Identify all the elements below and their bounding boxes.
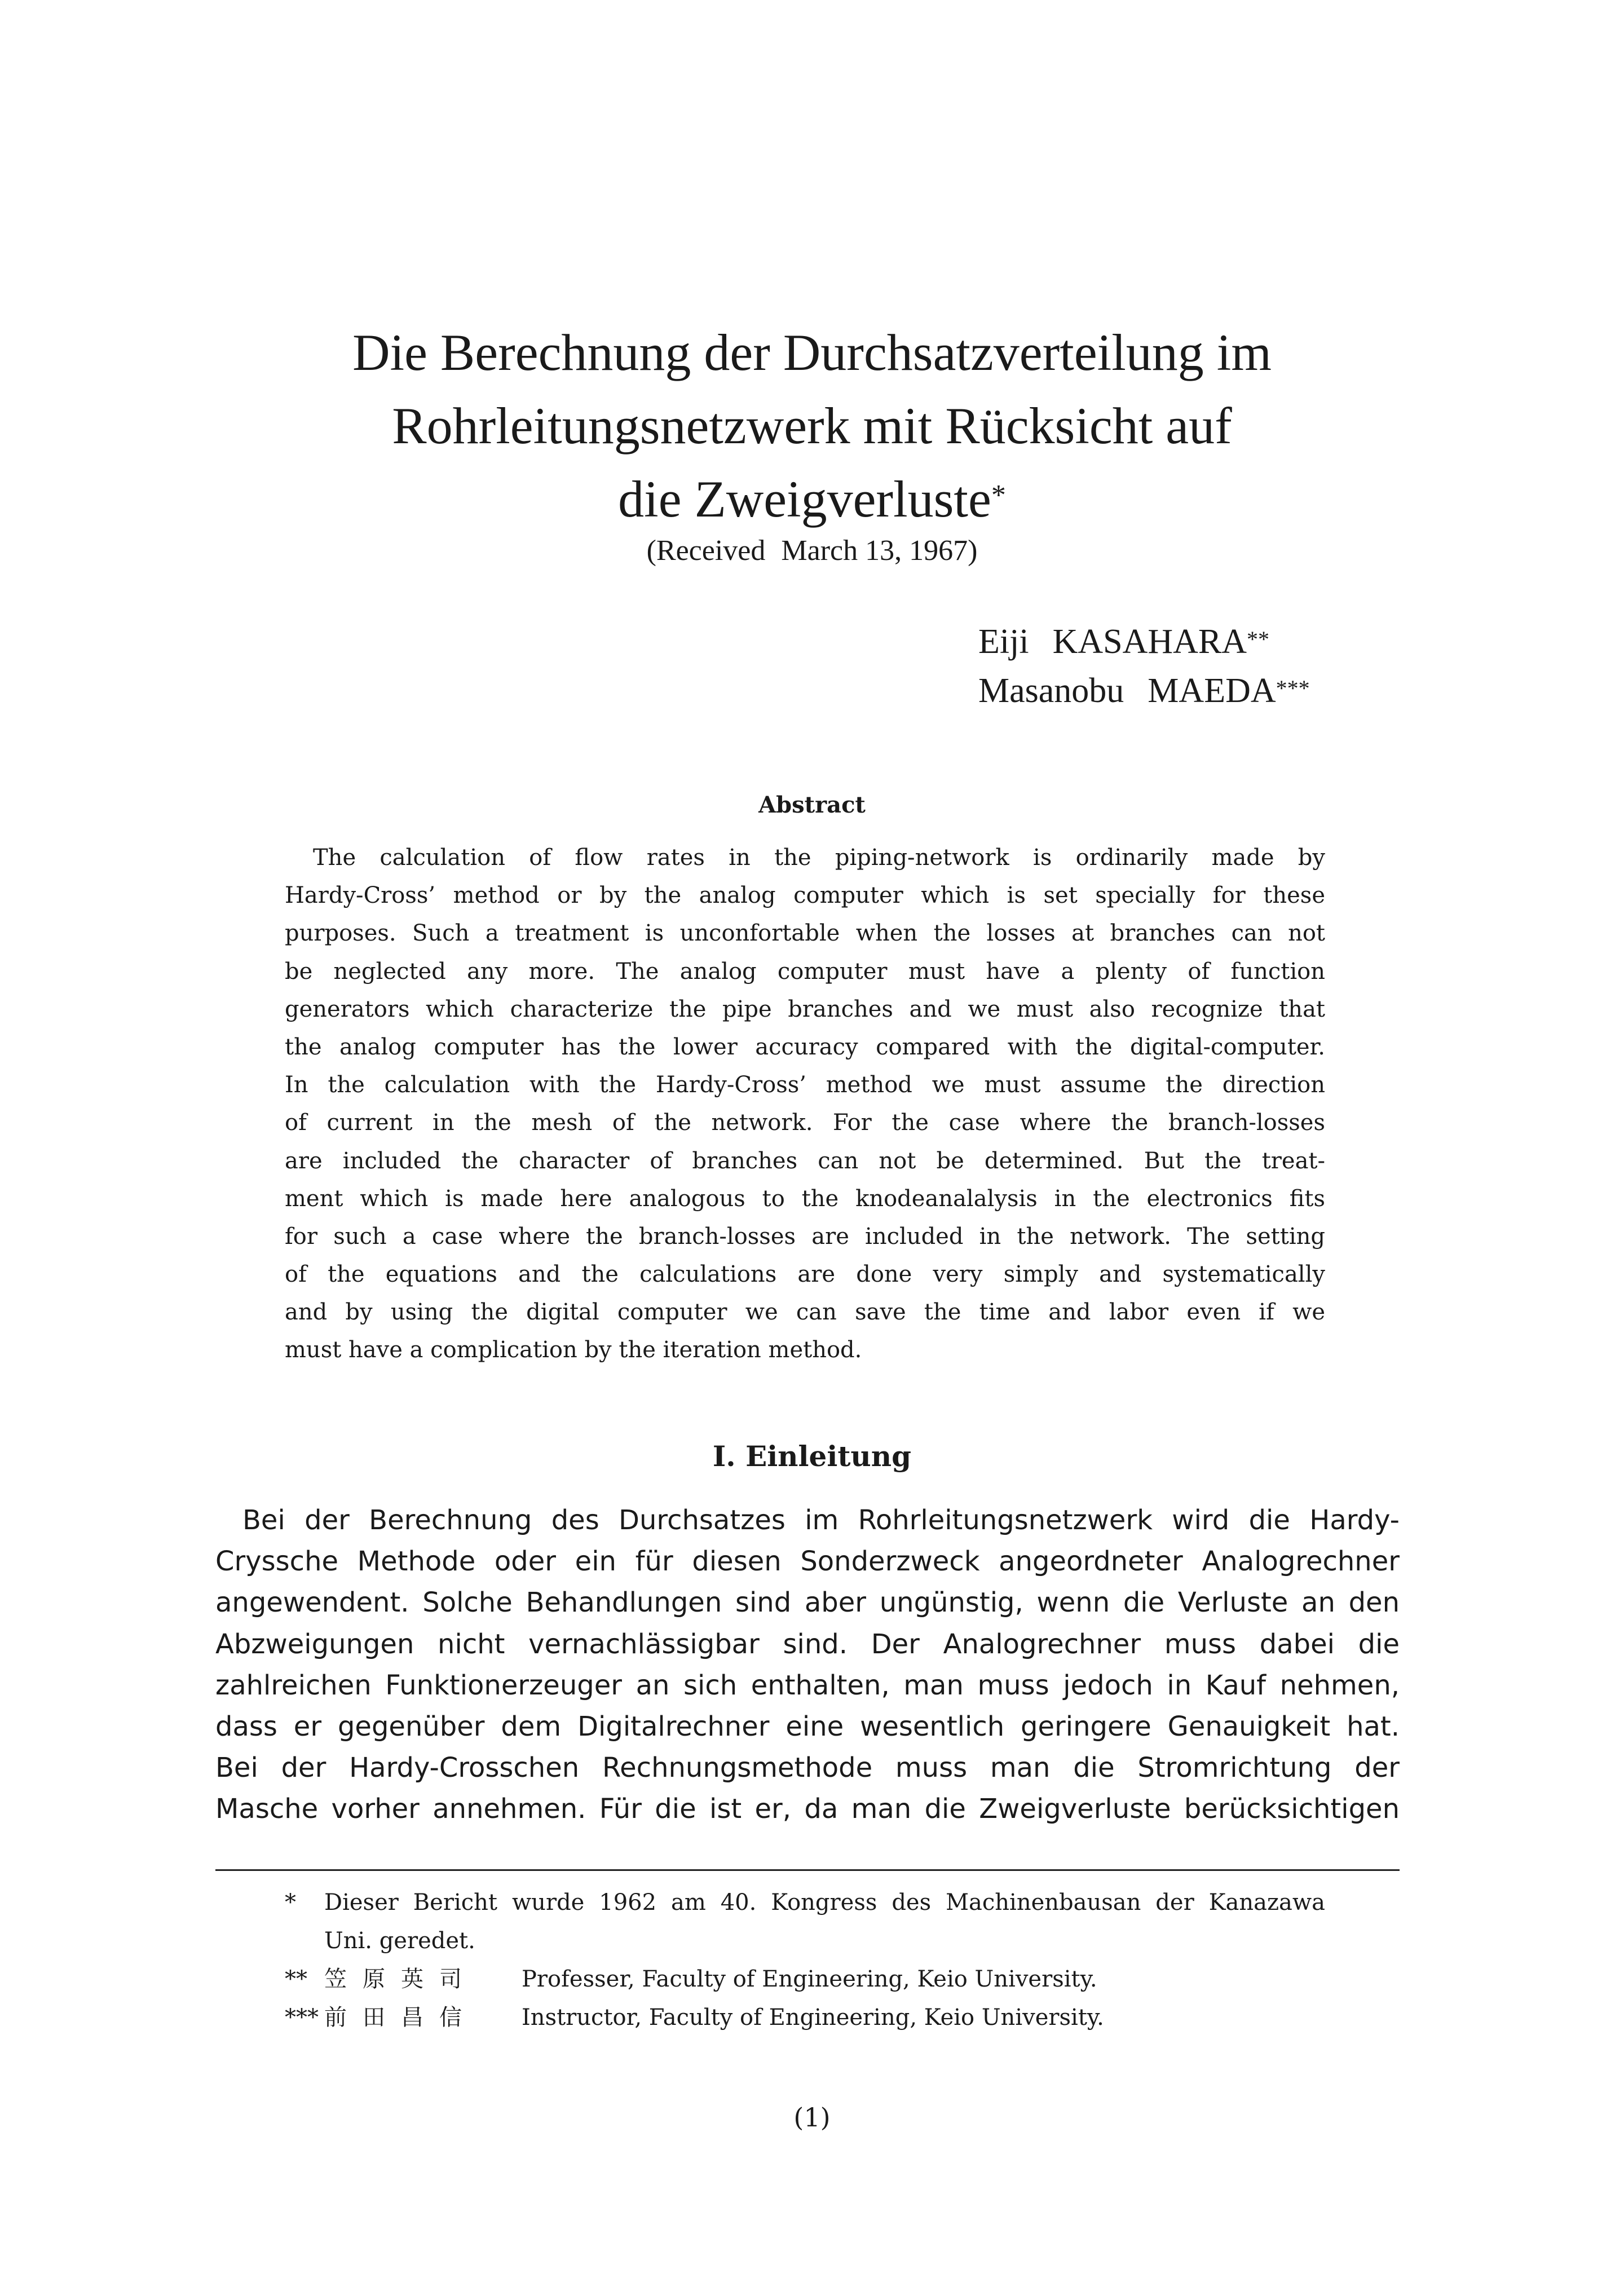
footnotes	[285, 1883, 1325, 2037]
author-2	[978, 668, 1310, 713]
abstract-body	[285, 839, 1325, 1370]
author-1-mark: **	[1247, 626, 1270, 652]
body-line: Abzweigungen nicht vernachlässigbar sind. Der Analogrechner muss dabei die	[215, 1628, 1400, 1660]
body-line: Bei der Hardy-Crosschen Rechnungsmethode muss man die Stromrichtung der	[215, 1752, 1400, 1784]
author-1-family: KASAHARA	[1052, 623, 1247, 661]
footnote-1-mark: *	[285, 1890, 296, 1915]
footnote-2-mark: **	[285, 1966, 307, 1992]
title-line-2: Rohrleitungsnetzwerk mit Rücksicht auf	[392, 397, 1232, 454]
body-line: Cryssche Methode oder ein für diesen Sonderzweck angeordneter Analogrechner	[215, 1546, 1400, 1578]
footnote-3-names: 前田昌信	[324, 2005, 478, 2031]
abstract-line: are included the character of branches can not be determined. But the treat-	[285, 1147, 1325, 1174]
footnote-1	[285, 1883, 1325, 1922]
author-1-given: Eiji	[978, 623, 1029, 661]
abstract-line: ment which is made here analogous to the knodeanalalysis in the electronics fits	[285, 1185, 1325, 1212]
abstract-line: In the calculation with the Hardy-Cross’ method we must assume the direction	[285, 1072, 1325, 1098]
body-line: dass er gegenüber dem Digitalrechner eine wesentlich geringere Genauigkeit hat.	[215, 1710, 1400, 1742]
abstract-line: generators which characterize the pipe branches and we must also recognize that	[285, 996, 1325, 1022]
abstract-line: be neglected any more. The analog computer must have a plenty of function	[285, 958, 1325, 985]
section-body	[215, 1500, 1400, 1830]
footnote-1-line-1: Dieser Bericht wurde 1962 am 40. Kongress des Machinenbausan der Kanazawa	[324, 1890, 1325, 1915]
section-heading: I. Einleitung	[712, 1440, 912, 1473]
abstract-line: Hardy-Cross’ method or by the analog computer which is set specially for these	[285, 882, 1325, 909]
footnote-1-line-2: Uni. geredet.	[324, 1928, 475, 1954]
footnote-3-affiliation: Instructor, Faculty of Engineering, Keio University.	[522, 2005, 1104, 2031]
abstract-line: purposes. Such a treatment is unconfortable when the losses at branches can not	[285, 920, 1325, 947]
body-line: angewendent. Solche Behandlungen sind aber ungünstig, wenn die Verluste an den	[215, 1587, 1400, 1619]
footnote-divider	[215, 1869, 1400, 1871]
received-label: (Received	[646, 535, 766, 567]
body-line: Masche vorher annehmen. Für die ist er, da man die Zweigverluste berücksichtigen	[215, 1793, 1400, 1825]
footnote-2-affiliation: Professer, Faculty of Engineering, Keio University.	[522, 1966, 1097, 1992]
author-2-mark: ***	[1276, 676, 1310, 701]
abstract-line: of current in the mesh of the network. For the case where the branch-losses	[285, 1110, 1325, 1136]
paper-title	[0, 316, 1624, 536]
footnote-3-mark: ***	[285, 2005, 319, 2031]
footnote-1-continued	[285, 1922, 1325, 1960]
body-line: Bei der Berechnung des Durchsatzes im Rohrleitungsnetzwerk wird die Hardy-	[242, 1504, 1400, 1536]
received-date	[0, 531, 1624, 571]
abstract-heading: Abstract	[758, 792, 866, 818]
abstract-line: The calculation of flow rates in the piping-network is ordinarily made by	[313, 845, 1325, 871]
page-number: (1)	[793, 2102, 831, 2133]
author-2-given: Masanobu	[978, 672, 1124, 710]
title-line-3	[0, 462, 1624, 536]
body-line: zahlreichen Funktionerzeuger an sich enthalten, man muss jedoch in Kauf nehmen,	[215, 1669, 1400, 1701]
abstract-line: the analog computer has the lower accuracy compared with the digital-computer.	[285, 1034, 1325, 1060]
title-line-1: Die Berechnung der Durchsatzverteilung im	[352, 324, 1272, 381]
footnote-3	[285, 1998, 1325, 2037]
abstract-line: and by using the digital computer we can save the time and labor even if we	[285, 1299, 1325, 1326]
author-2-family: MAEDA	[1148, 672, 1276, 710]
title-line-3-text: die Zweigverluste	[618, 470, 991, 528]
abstract-line: for such a case where the branch-losses are included in the network. The setting	[285, 1223, 1325, 1250]
received-date-value: March 13, 1967)	[781, 535, 978, 567]
footnote-2-names: 笠原英司	[324, 1966, 478, 1992]
abstract-line: must have a complication by the iteration method.	[285, 1337, 862, 1363]
abstract-line: of the equations and the calculations are done very simply and systematically	[285, 1261, 1325, 1288]
title-footnote-mark: *	[991, 479, 1006, 511]
footnote-2	[285, 1960, 1325, 1998]
author-1	[978, 619, 1269, 664]
